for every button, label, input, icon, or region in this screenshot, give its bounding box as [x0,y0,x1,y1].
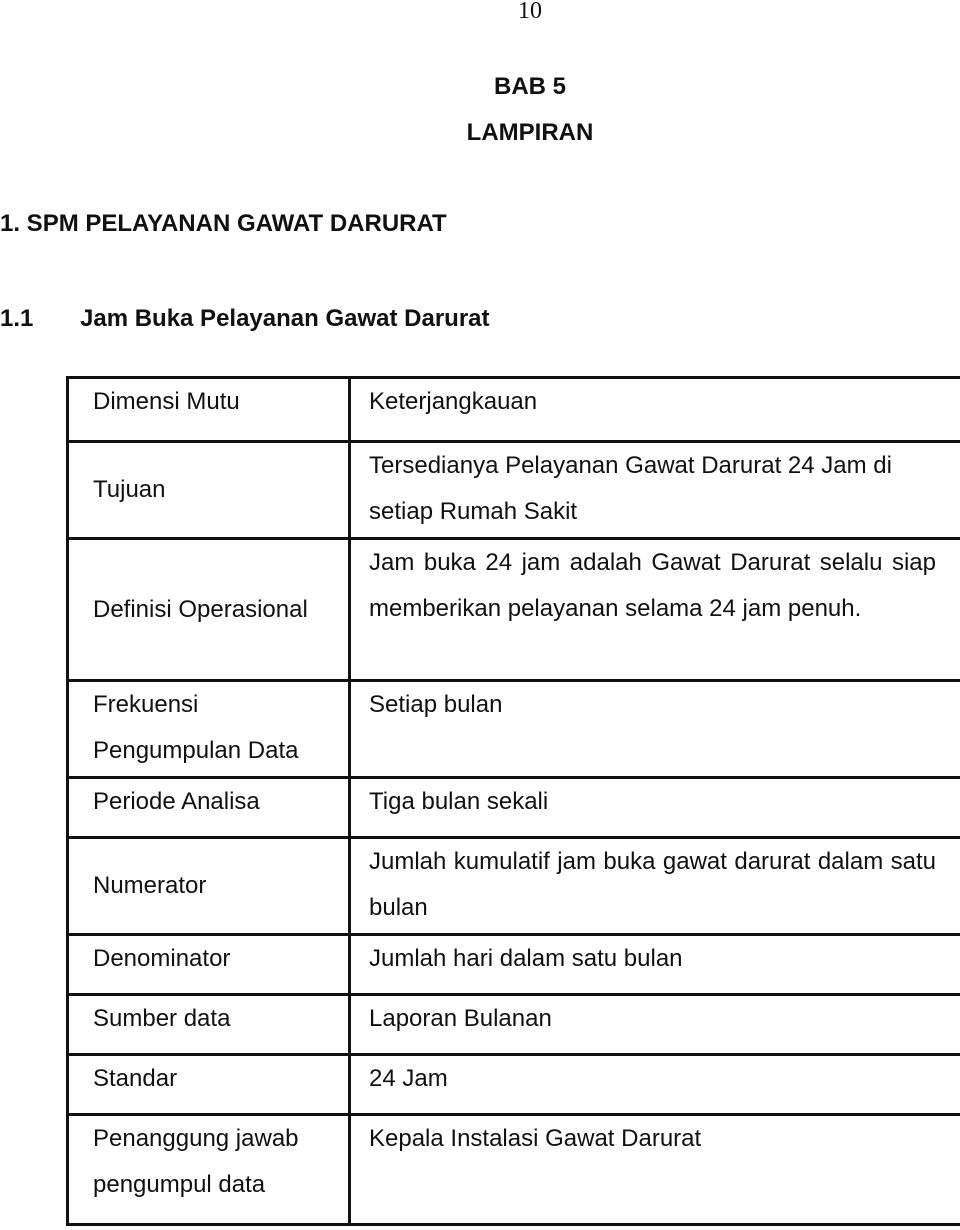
table-row [68,442,960,539]
chapter-heading: BAB 5 [493,73,566,100]
row-label: Penanggung jawab pengumpul data [68,1115,350,1225]
subsection-number: 1.1 [0,305,34,332]
row-value: Keterjangkauan [350,378,960,442]
row-value: Tiga bulan sekali [350,778,960,838]
table-row [68,1115,960,1225]
row-label: Dimensi Mutu [68,378,350,442]
row-label: Tujuan [68,442,350,539]
table-row [68,1055,960,1115]
table-row [68,378,960,442]
spm-indicator-table [66,376,960,1226]
row-value: Laporan Bulanan [350,995,960,1055]
row-label: Sumber data [68,995,350,1055]
table-row [68,681,960,778]
section-title: 1. SPM PELAYANAN GAWAT DARURAT [0,210,447,237]
row-label: Denominator [68,935,350,995]
row-value: Setiap bulan [350,681,960,778]
row-value: Kepala Instalasi Gawat Darurat [350,1115,960,1225]
row-value: Jumlah hari dalam satu bulan [350,935,960,995]
table-row [68,838,960,935]
row-value: 24 Jam [350,1055,960,1115]
row-value: Jumlah kumulatif jam buka gawat darurat dalam satu bulan [350,838,960,935]
subsection-heading [0,305,490,333]
row-label: Definisi Operasional [68,539,350,681]
table-row [68,935,960,995]
subsection-title: Jam Buka Pelayanan Gawat Darurat [80,305,490,332]
page-number: 10 [518,0,542,24]
appendix-title: LAMPIRAN [466,119,594,146]
row-label: Frekuensi Pengumpulan Data [68,681,350,778]
table-row [68,539,960,681]
row-label: Numerator [68,838,350,935]
row-value: Tersedianya Pelayanan Gawat Darurat 24 Jam di setiap Rumah Sakit [350,442,960,539]
row-value: Jam buka 24 jam adalah Gawat Darurat selalu siap memberikan pelayanan selama 24 jam penuh. [350,539,960,681]
table-row [68,778,960,838]
table-row [68,995,960,1055]
row-label: Periode Analisa [68,778,350,838]
row-label: Standar [68,1055,350,1115]
